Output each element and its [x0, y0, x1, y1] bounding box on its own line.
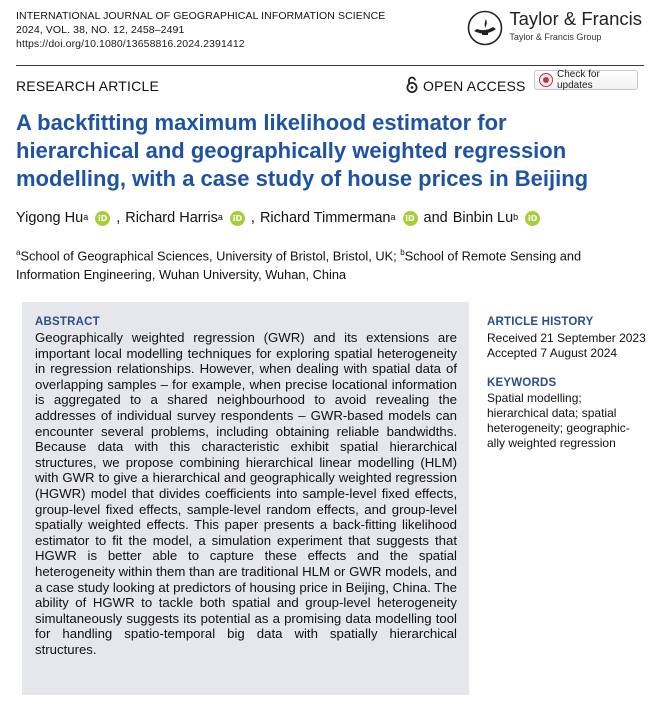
- author-name[interactable]: Binbin Lu: [452, 210, 514, 226]
- header-rule: [16, 65, 644, 66]
- author-separator: ,: [116, 210, 121, 226]
- abstract-text: Geographically weighted regression (GWR) and its extensions are important local modelling techniques for exploring spatial heterogeneity in regression relationships. However, when dealing with spatial data of overlapping samples – for example, when precise locational information is aggregated to a shared neighbourhood to avoid revealing the addresses of individual survey respondents – GWR-based models can encounter several problems, including obtaining reliable bandwidths. Because data with this characteristic exhibit spatial hierarchical structures, we propose combining hierarchical linear modelling (HLM) with GWR to give a hierarchical and geographically weighted regression (HGWR) model that divides coefficients into sample-level fixed effects, group-level fixed effects, sample-level random effects, and group-level spatially weighted effects. This paper presents a back-fitting likelihood estimator to fit the model, a simulation experiment that suggests that HGWR is better able to capture these effects and the spatial heterogeneity within them than are traditional HLM or GWR models, and a case study looking at predictors of housing price in Beijing, China. The ability of HGWR to tackle both spatial and group-level heterogeneity simultaneously suggests its potential as a promising data modelling tool for handling spatio-temporal big data with spatially hierarchical structures.: [35, 330, 457, 657]
- open-access-text: OPEN ACCESS: [423, 78, 526, 94]
- author-name[interactable]: Richard Harris: [125, 210, 218, 226]
- open-access-label: [406, 76, 526, 96]
- tf-lamp-logo-icon: [467, 10, 503, 51]
- crossmark-icon: [539, 73, 553, 87]
- author-name[interactable]: Yigong Hu: [16, 210, 84, 226]
- article-title: [16, 109, 636, 193]
- author-affiliation-sup: b: [513, 212, 519, 222]
- orcid-icon[interactable]: iD: [525, 211, 540, 226]
- author-separator: and: [423, 210, 448, 226]
- author-separator: ,: [250, 210, 255, 226]
- article-type: RESEARCH ARTICLE: [16, 78, 159, 94]
- check-for-updates-label: Check for updates: [557, 69, 600, 91]
- orcid-icon[interactable]: iD: [95, 211, 110, 226]
- accepted-date: Accepted 7 August 2024: [487, 346, 618, 360]
- journal-name: INTERNATIONAL JOURNAL OF GEOGRAPHICAL INFORMATION SCIENCE: [16, 10, 386, 22]
- orcid-icon[interactable]: iD: [230, 211, 245, 226]
- keyword-line: ally weighted regression: [487, 436, 616, 450]
- author-affiliation-sup: a: [390, 212, 396, 222]
- orcid-icon[interactable]: iD: [403, 211, 418, 226]
- author-list: [16, 210, 546, 226]
- author-name[interactable]: Richard Timmerman: [259, 210, 391, 226]
- article-history-heading: ARTICLE HISTORY: [487, 316, 594, 328]
- doi-link[interactable]: https://doi.org/10.1080/13658816.2024.2391412: [16, 38, 245, 50]
- author-affiliation-sup: a: [83, 212, 89, 222]
- publisher-logo: [467, 10, 642, 51]
- affiliations: [16, 243, 646, 284]
- abstract-heading: ABSTRACT: [35, 316, 100, 328]
- affiliation-sup-b: b: [400, 248, 405, 257]
- affiliation-a: School of Geographical Sciences, University of Bristol, Bristol, UK;: [20, 248, 401, 264]
- received-date: Received 21 September 2023: [487, 331, 646, 345]
- title-line: A backfitting maximum likelihood estimator for: [16, 110, 507, 135]
- publisher-subtitle: Taylor & Francis Group: [509, 31, 602, 42]
- keyword-line: heterogeneity; geographic-: [487, 421, 630, 435]
- keywords-heading: KEYWORDS: [487, 377, 557, 389]
- author-affiliation-sup: a: [217, 212, 223, 222]
- affiliation-b: School of Remote Sensing and Information Engineering, Wuhan University, Wuhan, China: [16, 248, 582, 283]
- journal-volume: 2024, VOL. 38, NO. 12, 2458–2491: [16, 24, 185, 36]
- keyword-line: Spatial modelling;: [487, 391, 582, 405]
- affiliation-sup-a: a: [16, 248, 21, 257]
- keyword-line: hierarchical data; spatial: [487, 406, 617, 420]
- publisher-name: Taylor & Francis: [509, 8, 642, 29]
- title-line: modelling, with a case study of house prices in Beijing: [16, 166, 589, 191]
- open-lock-icon: [406, 76, 418, 96]
- title-line: hierarchical and geographically weighted regression: [16, 138, 567, 163]
- check-for-updates-button[interactable]: [534, 70, 638, 90]
- keywords-list: [487, 391, 647, 451]
